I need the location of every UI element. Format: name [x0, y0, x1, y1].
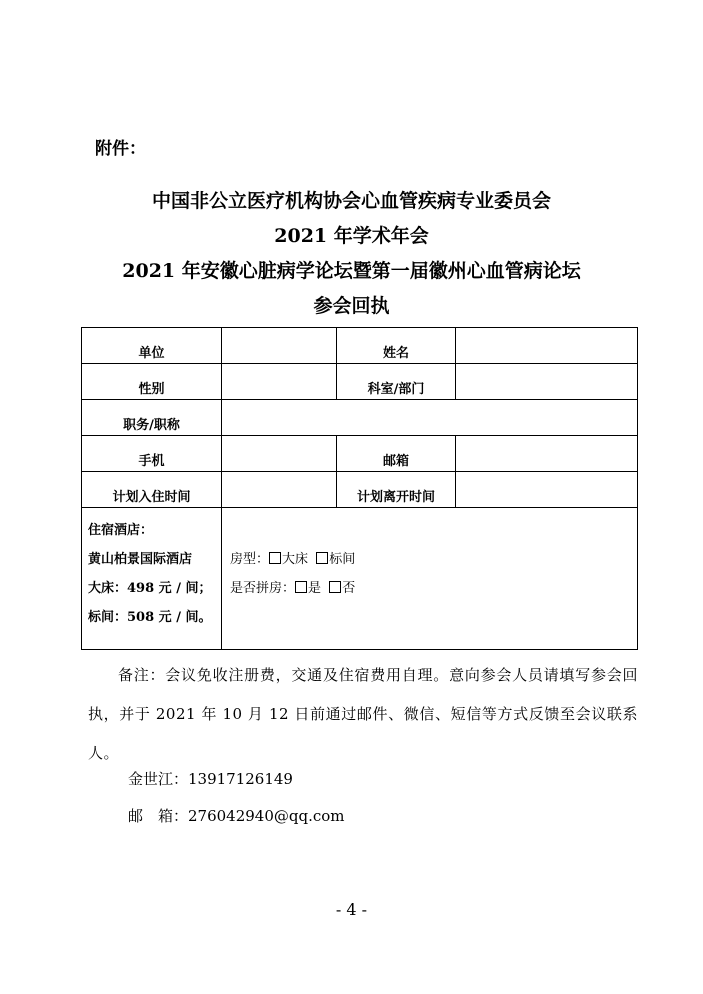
- checkin-field[interactable]: [222, 472, 337, 508]
- gender-label: 性别: [82, 364, 222, 400]
- checkout-label: 计划离开时间: [337, 472, 456, 508]
- position-label: 职务/职称: [82, 400, 222, 436]
- name-label: 姓名: [337, 328, 456, 364]
- twin-room-price: 标间：508 元 / 间。: [88, 610, 212, 625]
- share-yes-label: 是: [308, 581, 322, 596]
- hotel-info-cell: [82, 508, 222, 650]
- big-bed-price: 大床：498 元 / 间；: [88, 581, 212, 596]
- share-yes-checkbox[interactable]: [295, 581, 307, 593]
- attachment-label: 附件：: [95, 139, 146, 159]
- contact-email: 邮 箱：276042940@qq.com: [128, 807, 345, 825]
- contact-person: 金世江：13917126149: [128, 770, 293, 788]
- room-share-row: [230, 574, 637, 603]
- department-field[interactable]: [456, 364, 638, 400]
- room-share-label: 是否拼房：: [230, 581, 296, 596]
- room-type-row: [230, 545, 637, 574]
- title-line-3: 2021 年安徽心脏病学论坛暨第一届徽州心血管病论坛: [122, 260, 581, 282]
- unit-field[interactable]: [222, 328, 337, 364]
- registration-form-table: [81, 327, 638, 650]
- department-label: 科室/部门: [337, 364, 456, 400]
- checkin-label: 计划入住时间: [82, 472, 222, 508]
- email-field[interactable]: [456, 436, 638, 472]
- title-line-1: 中国非公立医疗机构协会心血管疾病专业委员会: [151, 190, 551, 212]
- title-line-2: 2021 年学术年会: [274, 225, 429, 247]
- name-field[interactable]: [456, 328, 638, 364]
- room-big-checkbox[interactable]: [269, 552, 281, 564]
- title-line-4: 参会回执: [313, 295, 390, 317]
- room-type-label: 房型：: [230, 552, 270, 567]
- hotel-name: 黄山柏景国际酒店: [88, 552, 193, 567]
- room-big-label: 大床: [282, 552, 309, 567]
- room-twin-label: 标间: [329, 552, 356, 567]
- phone-label: 手机: [82, 436, 222, 472]
- position-field[interactable]: [222, 400, 638, 436]
- gender-field[interactable]: [222, 364, 337, 400]
- email-label: 邮箱: [337, 436, 456, 472]
- hotel-options-cell: [222, 508, 638, 650]
- checkout-field[interactable]: [456, 472, 638, 508]
- share-no-label: 否: [342, 581, 356, 596]
- page-number: - 4 -: [335, 900, 368, 919]
- share-no-checkbox[interactable]: [329, 581, 341, 593]
- note-paragraph: 备注：会议免收注册费，交通及住宿费用自理。意向参会人员请填写参会回执，并于 2021 年 10 月 12 日前通过邮件、微信、短信等方式反馈至会议联系人。: [88, 666, 638, 762]
- unit-label: 单位: [82, 328, 222, 364]
- phone-field[interactable]: [222, 436, 337, 472]
- hotel-label: 住宿酒店：: [88, 523, 154, 538]
- room-twin-checkbox[interactable]: [316, 552, 328, 564]
